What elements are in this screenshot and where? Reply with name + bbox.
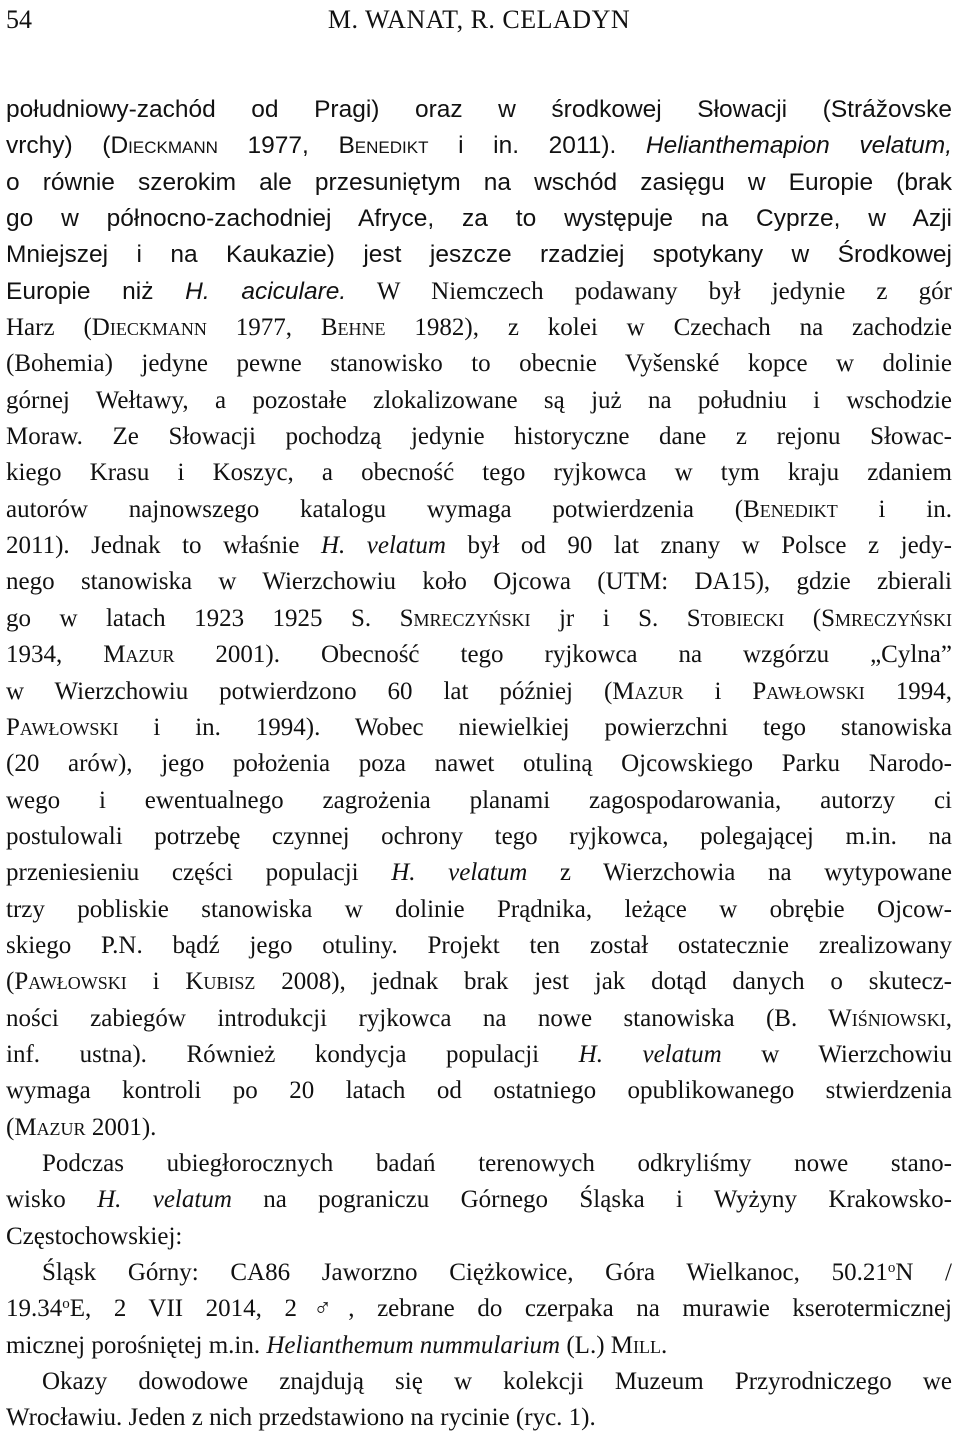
text-run: Moraw. Ze Słowacji pochodzą jedynie historyczne dane z rejonu Słowac- — [6, 423, 952, 451]
text-run: o — [62, 1296, 70, 1313]
text-run: H. velatum — [320, 532, 446, 560]
text-run: wymaga kontroli po 20 latach od ostatniego opublikowanego stwierdzenia — [6, 1077, 952, 1105]
text-run: . — [660, 1331, 668, 1359]
text-line — [6, 346, 952, 382]
text-run: kiego Krasu i Koszyc, a obecność tego ryjkowca w tym kraju zdaniem — [6, 459, 952, 487]
text-line — [6, 783, 952, 819]
text-line — [6, 310, 952, 346]
text-run: P — [6, 713, 20, 741]
text-run: i in. 2011). — [428, 132, 646, 160]
text-run: ubisz — [203, 968, 256, 996]
text-line — [6, 601, 952, 637]
text-run: 1982), z kolei w Czechach na zachodzie — [385, 314, 952, 342]
text-run: micznej porośniętej m.in. — [6, 1331, 267, 1359]
text-run: mreczyński — [413, 604, 531, 632]
text-run: i P — [683, 677, 767, 705]
text-run: 2001). Obecność tego ryjkowca na wzgórzu „Cylna” — [174, 641, 952, 669]
text-run: Śląsk Górny: CA86 Jaworzno Ciężkowice, Góra Wielkanoc, 50.21 — [42, 1259, 888, 1286]
text-run: inf. ustna). Również kondycja populacji — [6, 1040, 579, 1068]
text-run: Europie niż — [6, 277, 186, 305]
text-run: enedikt — [354, 132, 429, 160]
text-run: ieckmann — [128, 132, 218, 160]
text-run: i in. — [837, 495, 952, 523]
text-line — [6, 201, 952, 237]
text-run: przeniesieniu części populacji — [6, 859, 392, 887]
text-run: (20 arów), jego położenia poza nawet otuliną Ojcowskiego Parku Narodo- — [6, 750, 952, 778]
text-run: azur — [634, 677, 684, 705]
text-run: ill — [633, 1331, 661, 1359]
text-line — [6, 710, 952, 746]
text-line — [6, 1001, 952, 1037]
text-run: (S — [784, 604, 835, 632]
text-run: skiego P.N. bądź jego otuliny. Projekt ten został ostatecznie zrealizowany — [6, 931, 952, 959]
text-run: południowy-zachód od Pragi) oraz w środkowej Słowacji (Strážovske — [6, 96, 952, 123]
body-text — [6, 92, 952, 1437]
text-line — [6, 274, 952, 310]
text-run: Wrocławiu. Jeden z nich przedstawiono na rycinie (ryc. 1). — [6, 1404, 596, 1432]
text-run: o równie szerokim ale przesuniętym na wschód zasięgu w Europie (brak — [6, 168, 952, 196]
text-line — [6, 237, 952, 273]
text-run: Helianthemapion velatum, — [645, 132, 952, 160]
text-run: Częstochowskiej: — [6, 1222, 183, 1250]
text-run: iśniowski — [851, 1004, 946, 1032]
text-line — [6, 492, 952, 528]
text-run: Mniejszej i na Kaukazie) jest jeszcze rzadziej spotykany w Środkowej — [6, 241, 952, 269]
text-line — [6, 892, 952, 928]
text-line — [6, 1291, 952, 1327]
running-head: M. WANAT, R. CELADYN — [327, 5, 631, 34]
text-run: autorów najnowszego katalogu wymaga potwierdzenia (B — [6, 495, 760, 523]
text-run: na pograniczu Górnego Śląska i Wyżyny Krakowsko- — [231, 1186, 952, 1214]
text-run: z Wierzchowia na wytypowane — [527, 859, 952, 887]
text-run: postulowali potrzebę czynnej ochrony tego ryjkowca, polegającej m.in. na — [6, 822, 952, 850]
page-header — [6, 4, 952, 36]
text-run: H. aciculare. — [185, 277, 347, 305]
text-run: go w północno-zachodniej Afryce, za to występuje na Cyprze, w Azji — [6, 205, 952, 233]
text-run: N / — [895, 1259, 952, 1286]
text-line — [6, 1255, 952, 1291]
text-run: wisko — [6, 1186, 98, 1214]
text-run: (Bohemia) jedyne pewne stanowisko to obecnie Vyšenské kopce w dolinie — [6, 350, 952, 378]
text-line — [6, 855, 952, 891]
text-line — [6, 455, 952, 491]
text-run: azur — [125, 641, 175, 669]
text-line — [6, 1328, 952, 1364]
text-line — [6, 419, 952, 455]
text-run: trzy pobliskie stanowiska w dolinie Prądnika, leżące w obrębie Ojcow- — [6, 895, 952, 923]
text-run: nego stanowiska w Wierzchowiu koło Ojcowa (UTM: DA15), gdzie zbierali — [6, 568, 952, 596]
text-run: w Wierzchowiu — [721, 1040, 952, 1068]
text-run: W Niemczech podawany był jedynie z gór — [346, 277, 952, 305]
text-run: Okazy dowodowe znajdują się w kolekcji Muzeum Przyrodniczego we — [42, 1368, 952, 1396]
text-run: awłowski — [28, 968, 127, 996]
text-run: ieckmann — [109, 314, 207, 342]
text-run: ehne — [337, 314, 386, 342]
text-run: Podczas ubiegłorocznych badań terenowych odkryliśmy nowe stano- — [42, 1149, 952, 1177]
text-run: , — [945, 1004, 952, 1032]
text-line — [6, 92, 952, 128]
text-line — [6, 1037, 952, 1073]
text-line — [6, 528, 952, 564]
text-run: tobiecki — [700, 604, 785, 632]
text-line — [6, 964, 952, 1000]
text-line — [6, 746, 952, 782]
text-run: awłowski — [19, 713, 119, 741]
text-run: w Wierzchowiu potwierdzono 60 lat później (M — [6, 677, 635, 705]
text-line — [6, 1400, 952, 1436]
text-run: i in. 1994). Wobec niewielkiej powierzchni tego stanowiska — [118, 713, 952, 741]
text-line — [6, 819, 952, 855]
text-line — [6, 637, 952, 673]
text-line — [6, 674, 952, 710]
text-run: był od 90 lat znany w Polsce z jedy- — [445, 532, 952, 560]
text-line — [6, 1219, 952, 1255]
text-run: 19.34 — [6, 1295, 63, 1323]
text-run: (L.) M — [560, 1331, 633, 1359]
page-number: 54 — [6, 5, 32, 34]
text-run: wego i ewentualnego zagrożenia planami zagospodarowania, autorzy ci — [6, 786, 952, 814]
text-run: H. velatum — [97, 1186, 232, 1214]
text-run: ności zabiegów introdukcji ryjkowca na nowe stanowiska (B. W — [6, 1004, 852, 1032]
text-run: Harz (D — [6, 314, 110, 342]
text-run: H. velatum — [391, 859, 528, 887]
text-line — [6, 1073, 952, 1109]
text-run: (M — [6, 1113, 37, 1141]
text-run: go w latach 1923 1925 S. S — [6, 604, 414, 632]
text-run: enedikt — [759, 495, 838, 523]
text-run: H. velatum — [578, 1040, 722, 1068]
text-run: o — [887, 1259, 896, 1276]
text-line — [6, 1182, 952, 1218]
text-run: 1977, B — [217, 132, 355, 160]
text-run: azur — [36, 1113, 86, 1141]
text-line — [6, 1110, 952, 1146]
text-run: 2011). Jednak to właśnie — [6, 532, 321, 560]
text-run: górnej Wełtawy, a pozostałe zlokalizowane są już na południu i wschodzie — [6, 386, 952, 414]
text-run: E, 2 VII 2014, 2♂, zebrane do czerpaka na murawie kserotermicznej — [69, 1295, 952, 1323]
text-line — [6, 128, 952, 164]
text-line — [6, 383, 952, 419]
text-run: 2001). — [85, 1113, 157, 1141]
text-line — [6, 1364, 952, 1400]
text-line — [6, 928, 952, 964]
text-line — [6, 564, 952, 600]
text-run: vrchy) (D — [6, 132, 129, 160]
text-run: mreczyński — [834, 604, 952, 632]
text-run: 1977, B — [206, 314, 338, 342]
text-run: Helianthemum nummularium — [266, 1331, 561, 1359]
text-run: awłowski — [766, 677, 865, 705]
text-run: i K — [126, 968, 204, 996]
text-run: (P — [6, 968, 29, 996]
text-run: jr i S. S — [530, 604, 701, 632]
text-run: 2008), jednak brak jest jak dotąd danych o skutecz- — [255, 968, 952, 996]
text-line — [6, 165, 952, 201]
text-run: 1994, — [864, 677, 952, 705]
text-run: 1934, M — [6, 641, 126, 669]
text-line — [6, 1146, 952, 1182]
